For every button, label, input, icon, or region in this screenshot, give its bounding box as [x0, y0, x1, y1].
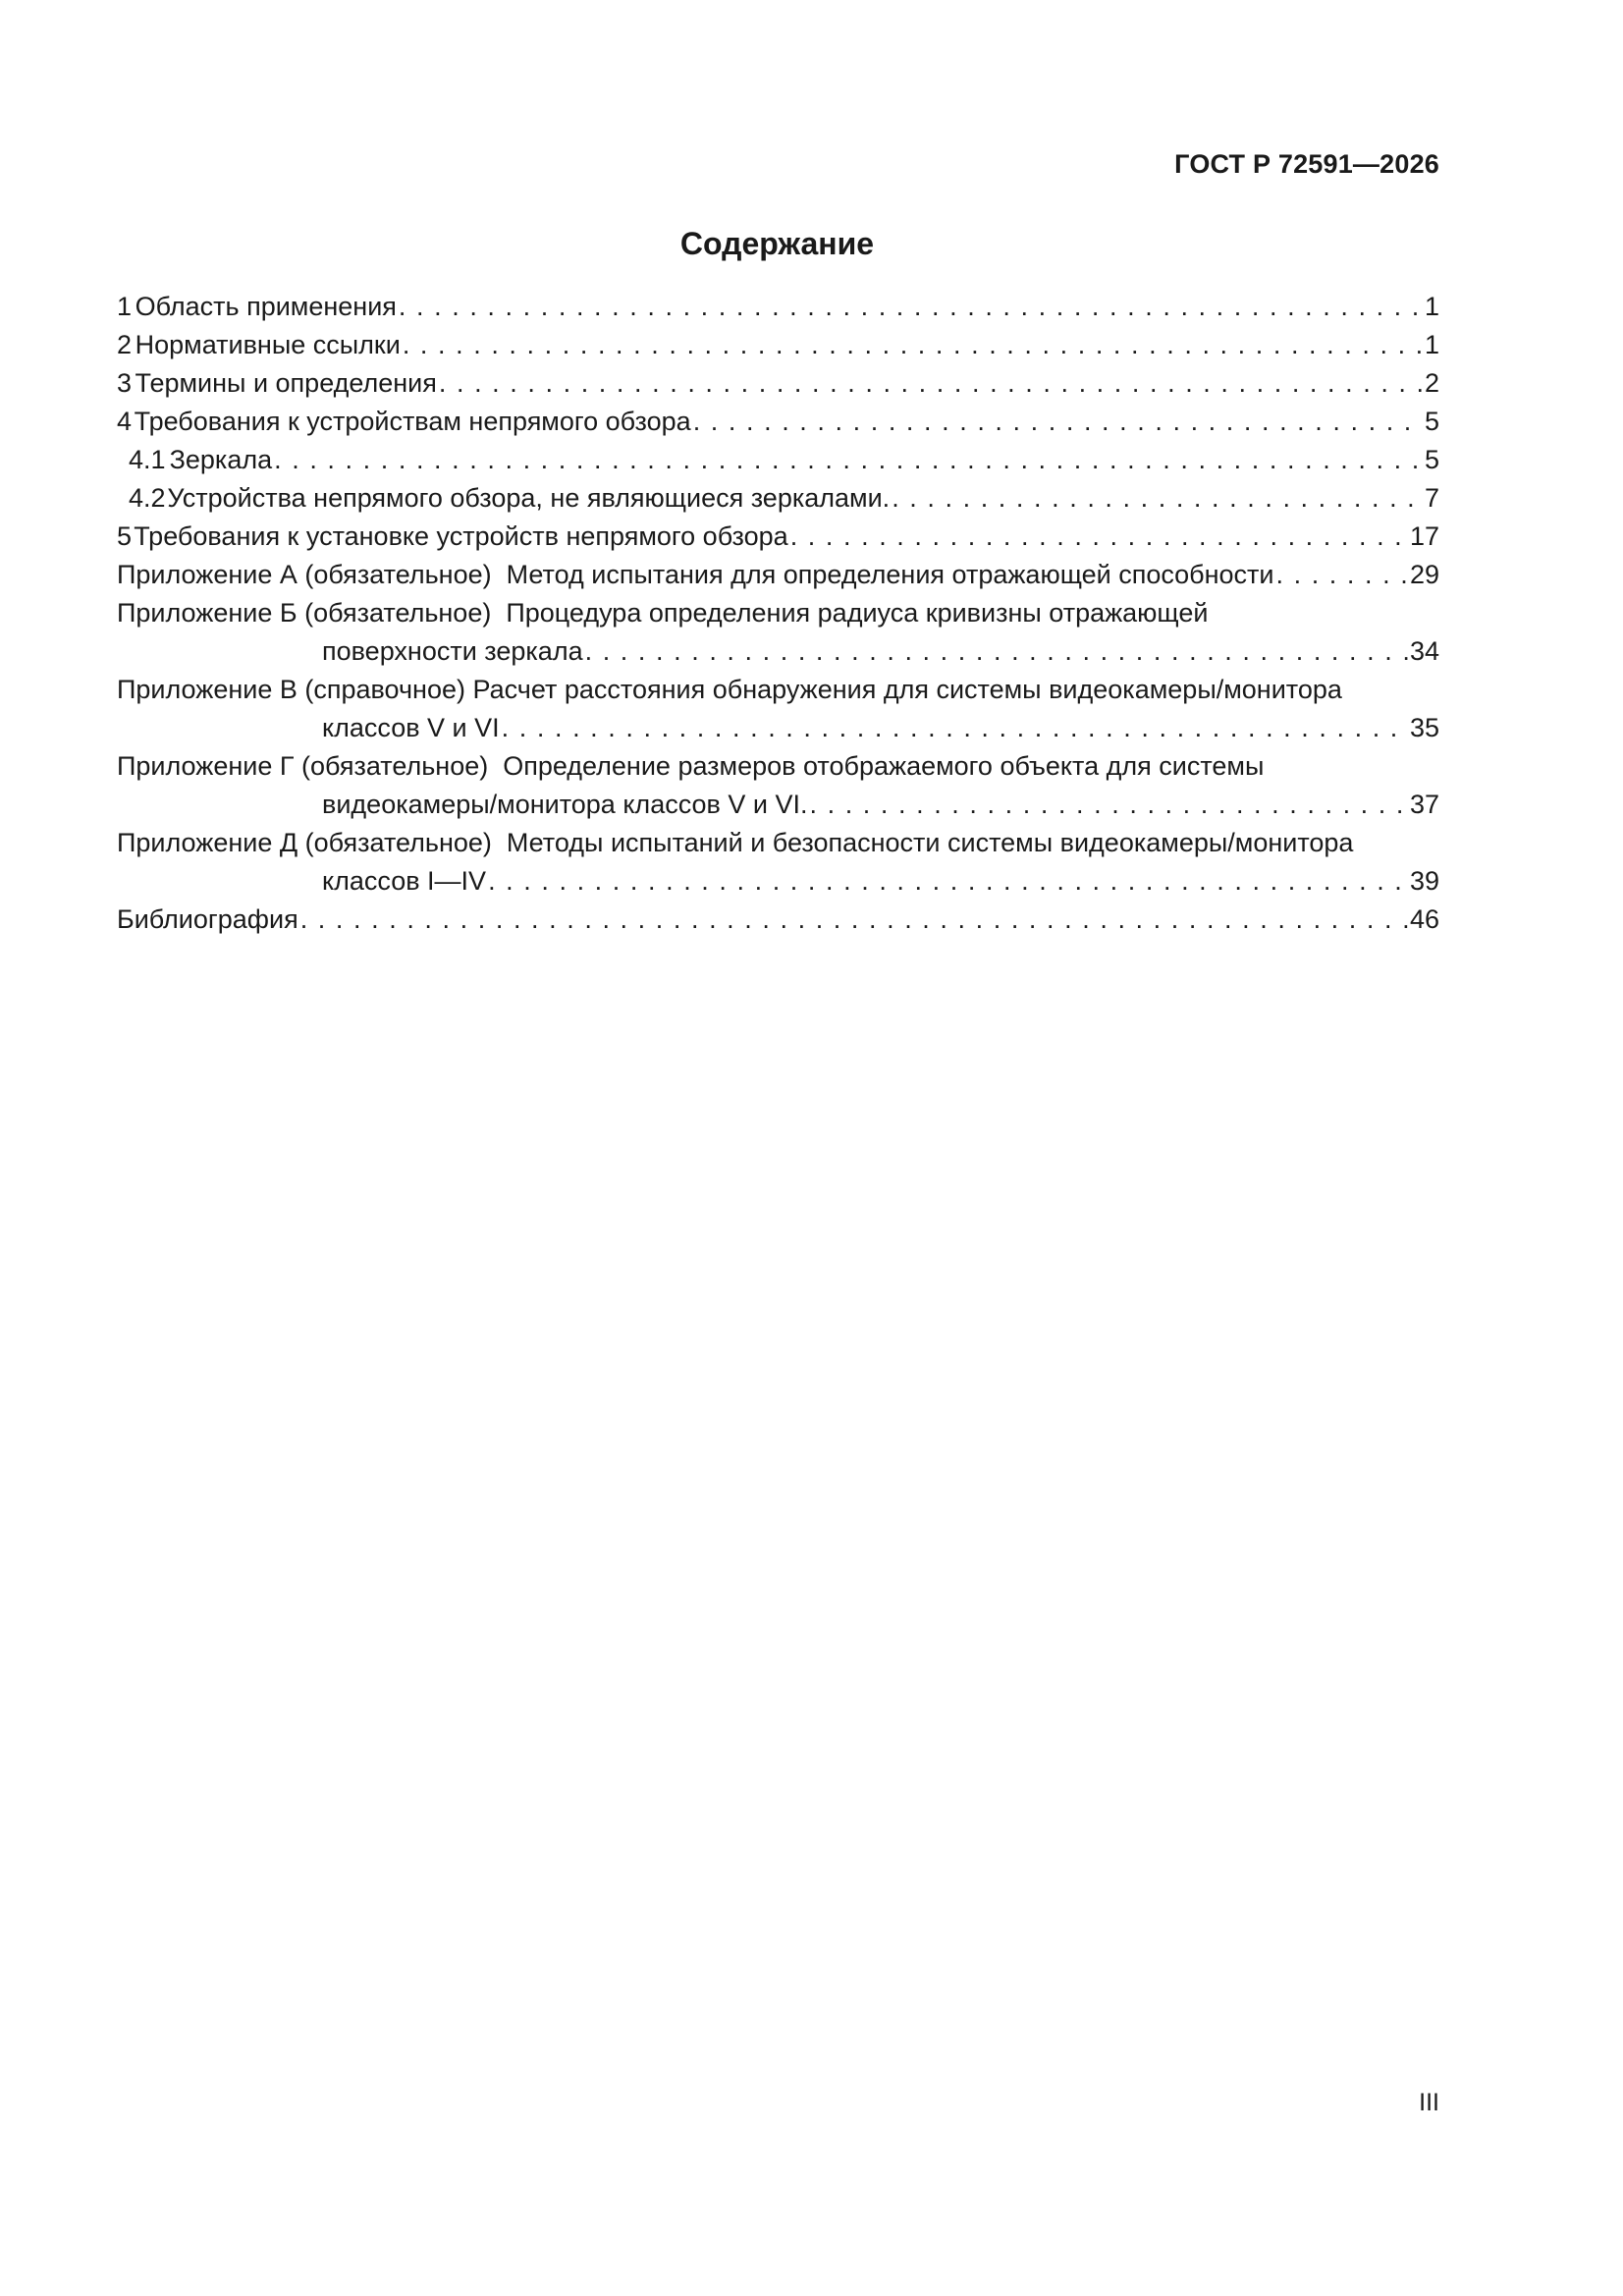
toc-entry-label-continued: поверхности зеркала: [322, 636, 583, 666]
toc-entry-number: 5: [117, 521, 133, 551]
page-number: III: [1419, 2089, 1439, 2116]
dot-leader: [892, 479, 1423, 518]
toc-entry-label: Приложение В (справочное) Расчет расстояния обнаружения для системы видеокамеры/монитора: [117, 675, 1342, 704]
toc-entry-label: Нормативные ссылки: [135, 330, 401, 359]
dot-leader: [439, 364, 1423, 403]
toc-entry-label: Требования к устройствам непрямого обзора: [134, 407, 691, 436]
toc-entry-label: Устройства непрямого обзора, не являющиеся зеркалами.: [167, 483, 891, 513]
toc-entry-bibliography[interactable]: [117, 901, 1439, 939]
toc-entry[interactable]: [117, 288, 1439, 326]
dot-leader: [1276, 556, 1408, 594]
toc-entry[interactable]: [117, 326, 1439, 364]
toc-entry-appendix-a[interactable]: [117, 556, 1439, 594]
toc-entry-number: 4.2: [129, 483, 166, 513]
toc-entry-page: 39: [1409, 866, 1439, 896]
toc-entry-page: 2: [1424, 368, 1439, 398]
dot-leader: [585, 632, 1408, 671]
dot-leader: [693, 403, 1423, 441]
toc-entry-label: Термины и определения: [135, 368, 437, 398]
toc-entry[interactable]: [117, 403, 1439, 441]
toc-entry-label-continued: классов I—IV: [322, 866, 487, 896]
toc-entry-appendix-d-line1[interactable]: [117, 824, 1439, 862]
toc-entry-page: 37: [1409, 790, 1439, 819]
toc-entry-appendix-v-line1[interactable]: [117, 671, 1439, 709]
toc-entry-appendix-g-line2[interactable]: [117, 786, 1439, 824]
toc-entry-page: 34: [1409, 636, 1439, 666]
toc-entry-label: Приложение Б (обязательное) Процедура определения радиуса кривизны отражающей: [117, 598, 1209, 628]
toc-entry-label-continued: видеокамеры/монитора классов V и VI.: [322, 790, 808, 819]
toc-entry-label: Библиография: [117, 904, 298, 934]
toc-entry-page: 1: [1424, 330, 1439, 359]
toc-entry-page: 5: [1424, 407, 1439, 436]
dot-leader: [399, 288, 1423, 326]
toc-title: Содержание: [679, 226, 875, 261]
toc-entry-label: Приложение Д (обязательное) Методы испытаний и безопасности системы видеокамеры/монитора: [117, 828, 1354, 857]
toc-entry-label-continued: классов V и VI: [322, 713, 500, 742]
toc-entry-page: 29: [1409, 560, 1439, 589]
dot-leader: [488, 862, 1408, 901]
toc-entry-label: Приложение Г (обязательное) Определение размеров отображаемого объекта для системы: [117, 751, 1265, 781]
toc-entry-page: 5: [1424, 445, 1439, 474]
toc-entry-label: Зеркала: [169, 445, 273, 474]
dot-leader: [790, 518, 1408, 556]
toc-entry-number: 4: [117, 407, 133, 436]
table-of-contents: [117, 288, 1439, 939]
toc-entry-number: 4.1: [129, 445, 166, 474]
toc-entry-number: 1: [117, 292, 133, 321]
dot-leader: [809, 786, 1407, 824]
toc-entry-number: 3: [117, 368, 133, 398]
dot-leader: [403, 326, 1423, 364]
dot-leader: [274, 441, 1423, 479]
toc-entry-label: Область применения: [135, 292, 397, 321]
toc-entry-number: 2: [117, 330, 133, 359]
toc-entry[interactable]: [117, 518, 1439, 556]
toc-entry[interactable]: [117, 441, 1439, 479]
toc-entry-page: 17: [1409, 521, 1439, 551]
document-code: ГОСТ Р 72591—2026: [1174, 149, 1439, 179]
toc-entry-label: Приложение А (обязательное) Метод испытания для определения отражающей способности: [117, 560, 1274, 589]
toc-entry-label: Требования к установке устройств непрямого обзора: [134, 521, 788, 551]
toc-entry[interactable]: [117, 479, 1439, 518]
toc-entry[interactable]: [117, 364, 1439, 403]
toc-entry-page: 1: [1424, 292, 1439, 321]
dot-leader: [502, 709, 1408, 747]
toc-entry-page: 46: [1409, 904, 1439, 934]
toc-entry-page: 35: [1409, 713, 1439, 742]
toc-entry-appendix-b-line1[interactable]: [117, 594, 1439, 632]
dot-leader: [300, 901, 1408, 939]
toc-entry-appendix-b-line2[interactable]: [117, 632, 1439, 671]
toc-entry-appendix-d-line2[interactable]: [117, 862, 1439, 901]
toc-entry-page: 7: [1424, 483, 1439, 513]
toc-entry-appendix-v-line2[interactable]: [117, 709, 1439, 747]
toc-entry-appendix-g-line1[interactable]: [117, 747, 1439, 786]
